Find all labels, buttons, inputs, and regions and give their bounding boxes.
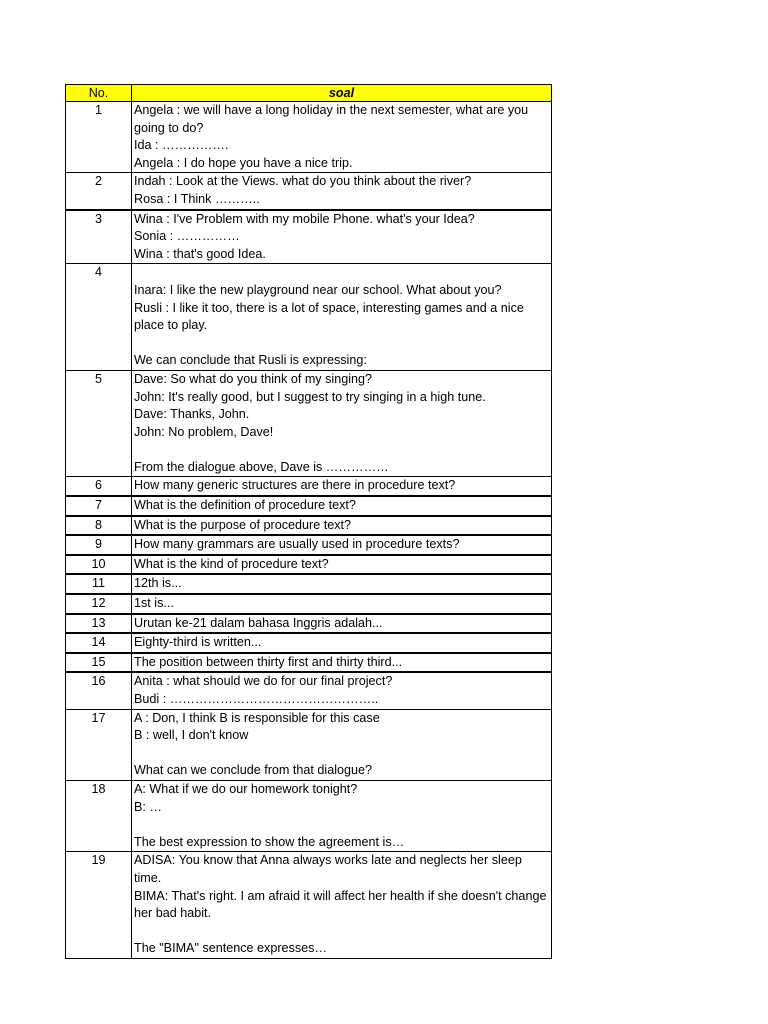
row-number: 5 — [66, 370, 132, 477]
header-soal: soal — [132, 85, 552, 102]
question-text: A: What if we do our homework tonight? B: … The best expression to show the agreement is… — [132, 780, 552, 851]
table-row — [66, 709, 552, 780]
question-text: A : Don, I think B is responsible for this case B : well, I don't know What can we conclude from that dialogue? — [132, 709, 552, 780]
question-text: What is the kind of procedure text? — [132, 555, 552, 575]
table-row — [66, 780, 552, 851]
table-row — [66, 574, 552, 594]
table-row — [66, 555, 552, 575]
question-text: What is the definition of procedure text? — [132, 496, 552, 516]
question-text: How many generic structures are there in procedure text? — [132, 477, 552, 496]
row-number: 8 — [66, 516, 132, 536]
question-text: Urutan ke-21 dalam bahasa Inggris adalah... — [132, 614, 552, 634]
table-row — [66, 477, 552, 496]
question-text: What is the purpose of procedure text? — [132, 516, 552, 536]
question-text: Inara: I like the new playground near our school. What about you? Rusli : I like it too, there is a lot of space, interesting games and a nice place to play. We can conclude that Rusli is expressing: — [132, 264, 552, 371]
table-row — [66, 264, 552, 371]
row-number: 2 — [66, 173, 132, 210]
question-text: 1st is... — [132, 594, 552, 614]
row-number: 16 — [66, 672, 132, 709]
table-row — [66, 535, 552, 555]
table-row — [66, 173, 552, 210]
row-number: 18 — [66, 780, 132, 851]
table-row — [66, 516, 552, 536]
table-row — [66, 614, 552, 634]
table-row — [66, 210, 552, 264]
table-row — [66, 852, 552, 959]
question-text: Dave: So what do you think of my singing? John: It's really good, but I suggest to try singing in a high tune. Dave: Thanks, John. John: No problem, Dave! From the dialogue above, Dave is …………… — [132, 370, 552, 477]
row-number: 15 — [66, 653, 132, 673]
question-text: The position between thirty first and thirty third... — [132, 653, 552, 673]
question-text: ADISA: You know that Anna always works late and neglects her sleep time. BIMA: That's right. I am afraid it will affect her health if she doesn't change her bad habit. The "BIMA" sentence expresses… — [132, 852, 552, 959]
row-number: 13 — [66, 614, 132, 634]
question-text: Angela : we will have a long holiday in the next semester, what are you going to do? Ida : ……………. Angela : I do hope you have a nice trip. — [132, 102, 552, 173]
table-row — [66, 633, 552, 653]
table-row — [66, 102, 552, 173]
question-text: Indah : Look at the Views. what do you think about the river? Rosa : I Think ……….. — [132, 173, 552, 210]
question-text: How many grammars are usually used in procedure texts? — [132, 535, 552, 555]
row-number: 4 — [66, 264, 132, 371]
row-number: 6 — [66, 477, 132, 496]
row-number: 14 — [66, 633, 132, 653]
row-number: 19 — [66, 852, 132, 959]
table-row — [66, 672, 552, 709]
question-text: 12th is... — [132, 574, 552, 594]
row-number: 11 — [66, 574, 132, 594]
question-text: Wina : I've Problem with my mobile Phone. what's your Idea? Sonia : …………… Wina : that's good Idea. — [132, 210, 552, 264]
row-number: 10 — [66, 555, 132, 575]
table-row — [66, 496, 552, 516]
row-number: 9 — [66, 535, 132, 555]
question-text: Eighty-third is written... — [132, 633, 552, 653]
question-table — [65, 84, 552, 959]
row-number: 7 — [66, 496, 132, 516]
row-number: 1 — [66, 102, 132, 173]
header-no: No. — [66, 85, 132, 102]
table-row — [66, 594, 552, 614]
row-number: 17 — [66, 709, 132, 780]
question-text: Anita : what should we do for our final project? Budi : ………………………………………….. — [132, 672, 552, 709]
table-row — [66, 370, 552, 477]
row-number: 3 — [66, 210, 132, 264]
table-row — [66, 653, 552, 673]
header-row — [66, 85, 552, 102]
row-number: 12 — [66, 594, 132, 614]
